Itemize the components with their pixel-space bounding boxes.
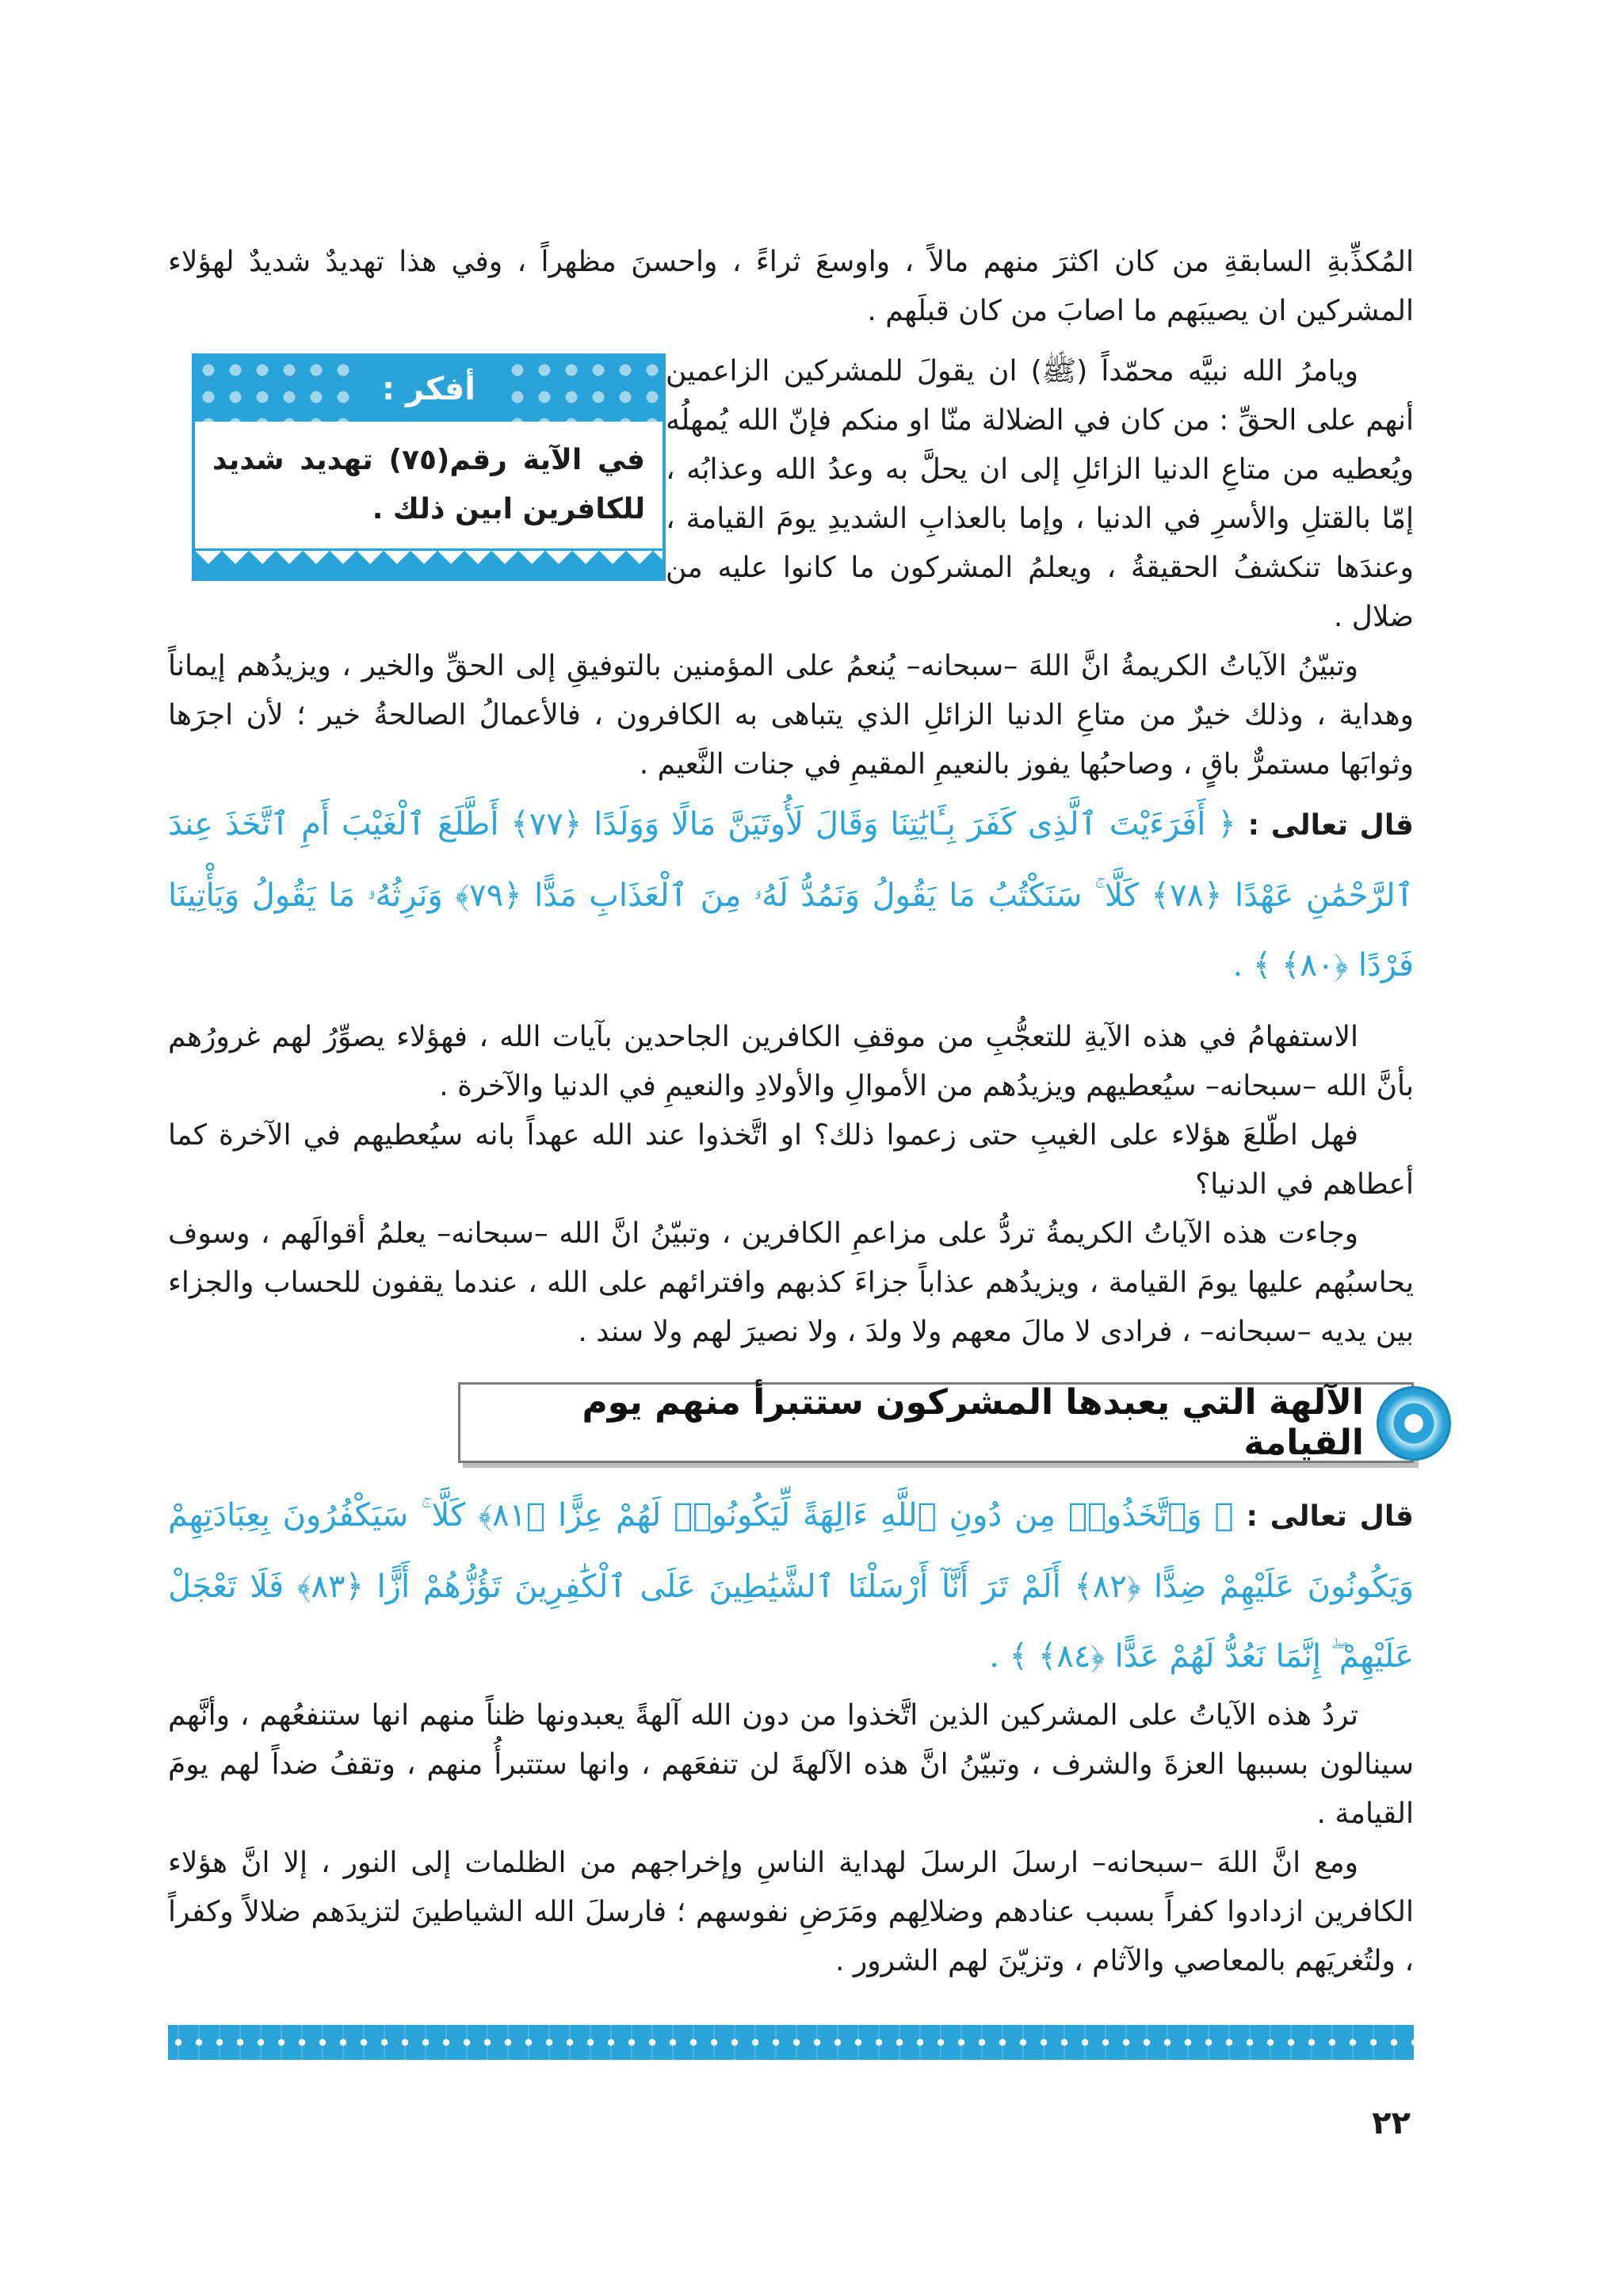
paragraph-command: ويامرُ الله نبيَّه محمّداً (ﷺ) ان يقولَ للمشركين الزاعمين أنهم على الحقِّ : من كان في الضلالة منّا او منكم فإنّ الله يُمهلُه ويُعطيه من متاعِ الدنيا الزائلِ إلى ان يحلَّ به وعدُ الله وعذابُه ، إمّا بالقتلِ والأسرِ في الدنيا ، وإما بالعذابِ الشديدِ يومَ القيامة ، وعندَها تنكشفُ الحقيقةُ ، ويعلمُ المشركون ما كانوا عليه من ضلال . [666, 355, 1414, 633]
ayah-block-1 [168, 789, 1414, 1000]
ayah-lead: قال تعالى : [1247, 809, 1415, 842]
medallion-icon [1377, 1386, 1451, 1461]
think-box-title: أفكر : [382, 371, 475, 407]
paragraph-response: وجاءت هذه الآياتُ الكريمةُ تردُّ على مزاعمِ الكافرين ، وتبيّنُ انَّ الله –سبحانه– يعلمُ أقوالَهم ، وسوف يحاسبُهم عليها يومَ القيامة ، ويزيدُهم عذاباً جزاءَ كذبهم وافترائهم على الله ، عندما يقفون للحساب والجزاء بين يديه –سبحانه– ، فرادى لا مالَ معهم ولا ولدَ ، ولا نصيرَ لهم ولا سند . [168, 1217, 1414, 1348]
think-box-body: في الآية رقم(٧٥) تهديد شديد للكافرين ابين ذلك . [212, 444, 645, 525]
page-number: ٢٢ [1372, 2105, 1411, 2141]
think-box [192, 353, 666, 581]
spacer [168, 336, 1414, 347]
paragraph-believers: وتبيّنُ الآياتُ الكريمةُ انَّ اللهَ –سبحانه– يُنعمُ على المؤمنين بالتوفيقِ إلى الحقِّ والخير ، ويزيدُهم إيماناً وهداية ، وذلك خيرٌ من متاعِ الدنيا الزائلِ الذي يتباهى به الكافرون ، فالأعمالُ الصالحةُ خير ؛ لأن اجرَها وثوابَها مستمرٌّ باقٍ ، وصاحبُها يفوز بالنعيمِ المقيمِ في جنات النَّعيم . [168, 650, 1414, 781]
ayah-text: ﴿ أَفَرَءَيْتَ ٱلَّذِى كَفَرَ بِـَٔايَٰتِنَا وَقَالَ لَأُوتَيَنَّ مَالًا وَوَلَدًا ﴿٧٧﴾ أَطَّلَعَ ٱلْغَيْبَ أَمِ ٱتَّخَذَ عِندَ ٱلرَّحْمَٰنِ عَهْدًا ﴿٧٨﴾ كَلَّا ۚ سَنَكْتُبُ مَا يَقُولُ وَنَمُدُّ لَهُۥ مِنَ ٱلْعَذَابِ مَدًّا ﴿٧٩﴾ وَنَرِثُهُۥ مَا يَقُولُ وَيَأْتِينَا فَرْدًا ﴿٨٠﴾ ﴾ . [168, 806, 1415, 984]
spacer [168, 1000, 1414, 1013]
paragraph-interrogative: الاستفهامُ في هذه الآيةِ للتعجُّبِ من موقفِ الكافرين الجاحدين بآيات الله ، فهؤلاء يصوِّرُ لهم غرورُهم بأنَّ الله –سبحانه– سيُعطيهم ويزيدُهم من الأموالِ والأولادِ والنعيمِ في الدنيا والآخرة . [168, 1021, 1414, 1102]
spacer [168, 1357, 1414, 1371]
section-header [458, 1382, 1414, 1463]
ornament-left-icon [195, 357, 353, 422]
section-title: الآلهة التي يعبدها المشركون ستتبرأ منهم يوم القيامة [582, 1382, 1364, 1463]
bottom-ornament-band [168, 2025, 1414, 2060]
paragraph-intro: المُكذِّبةِ السابقةِ من كان اكثرَ منهم مالاً ، واوسعَ ثراءً ، واحسنَ مظهراً ، وفي هذا تهديدٌ شديدٌ لهؤلاء المشركين ان يصيبَهم ما اصابَ من كان قبلَهم . [168, 246, 1414, 327]
paragraph-question: فهل اطّلعَ هؤلاء على الغيبِ حتى زعموا ذلك؟ او اتَّخذوا عند الله عهداً بانه سيُعطيهم في الآخرة كما أعطاهم في الدنيا؟ [168, 1119, 1414, 1201]
ayah-lead: قال تعالى : [1246, 1500, 1414, 1533]
ayah-text: ﴿ وَٱتَّخَذُوا۟ مِن دُونِ ٱللَّهِ ءَالِهَةً لِّيَكُونُوا۟ لَهُمْ عِزًّا ﴿٨١﴾ كَلَّا ۚ سَيَكْفُرُونَ بِعِبَادَتِهِمْ وَيَكُونُونَ عَلَيْهِمْ ضِدًّا ﴿٨٢﴾ أَلَمْ تَرَ أَنَّآ أَرْسَلْنَا ٱلشَّيَٰطِينَ عَلَى ٱلْكَٰفِرِينَ تَؤُزُّهُمْ أَزًّا ﴿٨٣﴾ فَلَا تَعْجَلْ عَلَيْهِمْ ۖ إِنَّمَا نَعُدُّ لَهُمْ عَدًّا ﴿٨٤﴾ ﴾ . [168, 1497, 1414, 1675]
ornament-right-icon [504, 357, 663, 422]
ayah-block-2 [168, 1480, 1414, 1691]
think-box-header [195, 357, 663, 422]
paragraph-idols: تردُ هذه الآياتُ على المشركين الذين اتَّخذوا من دون الله آلهةً يعبدونها ظناً منهم انها ستنفعُهم ، وأنَّهم سينالون بسببها العزةَ والشرف ، وتبيّنُ انَّ هذه الآلهةَ لن تنفعَهم ، وانها ستتبرأُ منهم ، وتقفُ ضداً لهم يومَ القيامة . [168, 1699, 1414, 1830]
page-content [168, 238, 1414, 1986]
paragraph-messengers: ومع انَّ اللهَ –سبحانه– ارسلَ الرسلَ لهداية الناسِ وإخراجهم من الظلمات إلى النور ، إلا انَّ هؤلاء الكافرين ازدادوا كفراً بسبب عنادهم وضلالِهم ومَرَضِ نفوسهم ؛ فارسلَ الله الشياطينَ لتزيدَهم ضلالاً وكفراً ، ولتُغريَهم بالمعاصي والآثام ، وتزيّنَ لهم الشرور . [168, 1847, 1414, 1977]
think-box-footer-ornament [195, 548, 663, 578]
